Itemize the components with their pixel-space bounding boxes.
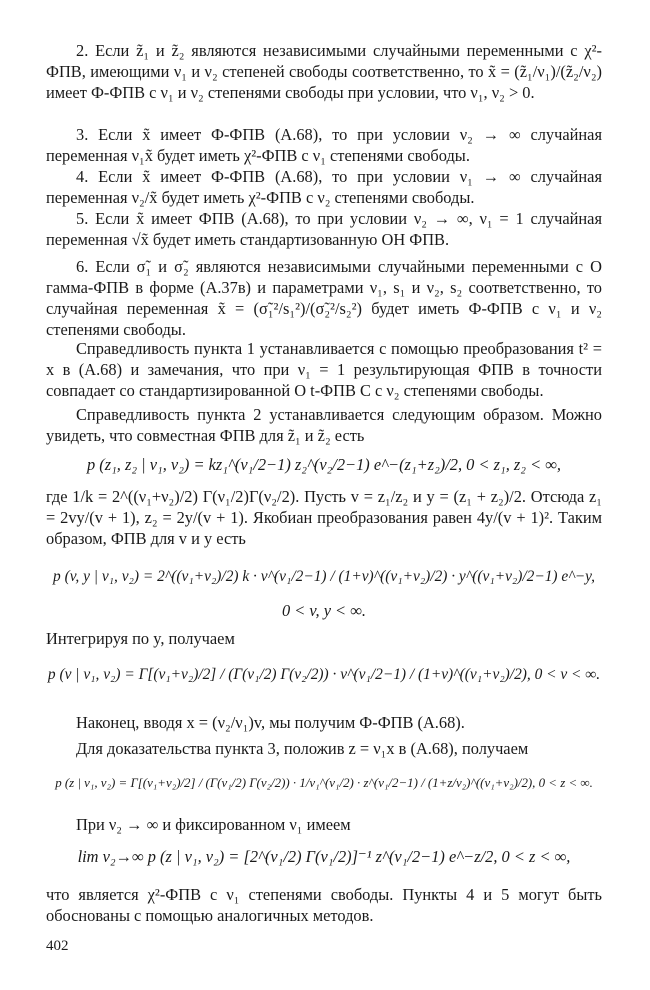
equation-pdf-v-y-range: 0 < v, y < ∞. <box>281 601 367 620</box>
limit-intro: При ν₂ → ∞ и фиксированном ν₁ имеем <box>76 815 351 834</box>
equation-pdf-z: p (z | ν₁, ν₂) = Γ[(ν₁+ν₂)/2] / (Γ(ν₁/2) Γ(ν₂/2)) · 1/ν₁^(ν₁/2) · z^(ν₁/2−1) / (1+z/ν₂)^((ν₁+ν₂)/2), 0 < z < ∞. <box>55 776 593 790</box>
item-4: 4. Если x̃ имеет Ф-ФПВ (A.68), то при условии ν₁ → ∞ случайная переменная ν₂/x̃ будет иметь χ²-ФПВ с ν₂ степенями свободы. <box>46 167 602 207</box>
proof-item-2-where: где 1/k = 2^((ν₁+ν₂)/2) Γ(ν₁/2)Γ(ν₂/2). Пусть v = z₁/z₂ и y = (z₁ + z₂)/2. Отсюда z₁ = 2vy/(v + 1), z₂ = 2y/(v + 1). Якобиан преобразования равен 4y/(v + 1)². Таким образом, ФПВ для v и y есть <box>46 487 602 548</box>
page-number: 402 <box>46 938 69 954</box>
proof-item-2-intro: Справедливость пункта 2 устанавливается следующим образом. Можно увидеть, что совместная ФПВ для z̃₁ и z̃₂ есть <box>46 405 602 445</box>
item-6: 6. Если σ̃₁ и σ̃₂ являются независимыми случайными переменными с О гамма-ФПВ в форме (A.37в) и параметрами ν₁, s₁ и ν₂, s₂ соответственно, то случайная переменная x̃ = (σ̃₁²/s₁²)/(σ̃₂²/s₂²) будет иметь Ф-ФПВ с ν₁ и ν₂ степенями свободы. <box>46 257 602 339</box>
item-3: 3. Если x̃ имеет Ф-ФПВ (A.68), то при условии ν₂ → ∞ случайная переменная ν₁x̃ будет иметь χ²-ФПВ с ν₁ степенями свободы. <box>46 125 602 165</box>
proof-item-3-intro: Для доказательства пункта 3, положив z = ν₁x в (A.68), получаем <box>76 739 529 758</box>
integrating-text: Интегрируя по y, получаем <box>46 629 235 648</box>
equation-joint-pdf: p (z₁, z₂ | ν₁, ν₂) = kz₁^(ν₁/2−1) z₂^(ν₂/2−1) e^−(z₁+z₂)/2, 0 < z₁, z₂ < ∞, <box>86 455 562 474</box>
equation-pdf-v-y: p (v, y | ν₁, ν₂) = 2^((ν₁+ν₂)/2) k · v^(ν₁/2−1) / (1+v)^((ν₁+ν₂)/2) · y^((ν₁+ν₂)/2−1) e^−y, <box>53 568 595 585</box>
equation-pdf-v: p (v | ν₁, ν₂) = Γ[(ν₁+ν₂)/2] / (Γ(ν₁/2) Γ(ν₂/2)) · v^(ν₁/2−1) / (1+v)^((ν₁+ν₂)/2), 0 < v < ∞. <box>47 666 601 683</box>
finally-text: Наконец, вводя x = (ν₂/ν₁)v, мы получим Ф-ФПВ (A.68). <box>76 713 465 732</box>
proof-item-1: Справедливость пункта 1 устанавливается с помощью преобразования t² = x в (A.68) и замечания, что при ν₁ = 1 результирующая ФПВ в точности совпадает со стандартизированной О t-ФПВ С с ν₂ степенями свободы. <box>46 339 602 400</box>
conclusion-text: что является χ²-ФПВ с ν₁ степенями свободы. Пункты 4 и 5 могут быть обоснованы с помощью аналогичных методов. <box>46 885 602 925</box>
item-5: 5. Если x̃ имеет ФПВ (A.68), то при условии ν₂ → ∞, ν₁ = 1 случайная переменная √x̃ будет иметь стандартизованную ОН ФПВ. <box>46 209 602 249</box>
item-2: 2. Если z̃₁ и z̃₂ являются независимыми случайными переменными с χ²-ФПВ, имеющими ν₁ и ν₂ степеней свободы соответственно, то x̃ = (z̃₁/ν₁)/(z̃₂/ν₂) имеет Ф-ФПВ с ν₁ и ν₂ степенями свободы при условии, что ν₁, ν₂ > 0. <box>46 41 602 102</box>
equation-limit: lim ν₂→∞ p (z | ν₁, ν₂) = [2^(ν₁/2) Γ(ν₁/2)]⁻¹ z^(ν₁/2−1) e^−z/2, 0 < z < ∞, <box>77 847 571 866</box>
